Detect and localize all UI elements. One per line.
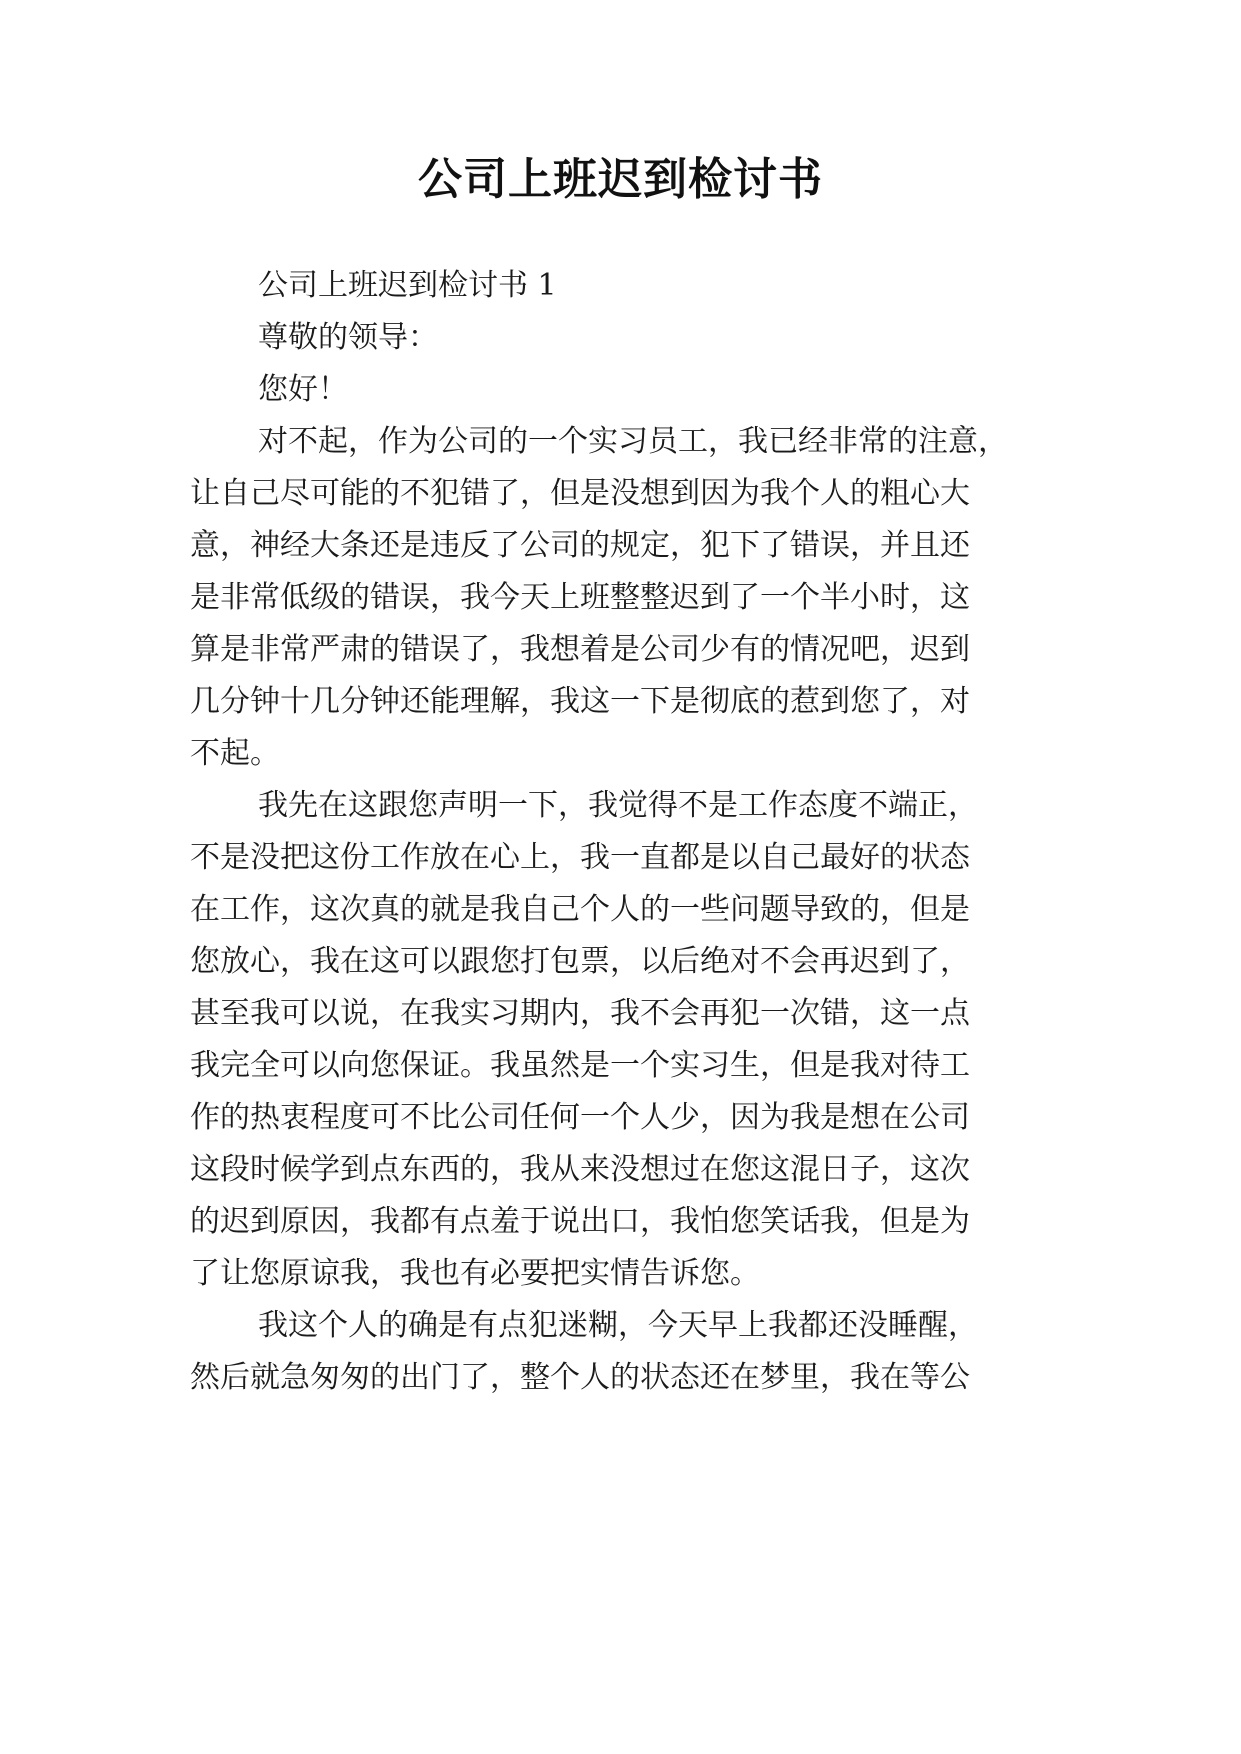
paragraph-line: 然后就急匆匆的出门了，整个人的状态还在梦里，我在等公: [190, 1360, 970, 1395]
paragraph-line: 对不起，作为公司的一个实习员工，我已经非常的注意，: [258, 424, 1008, 459]
paragraph-line: 了让您原谅我，我也有必要把实情告诉您。: [190, 1256, 760, 1291]
paragraph-line: 让自己尽可能的不犯错了，但是没想到因为我个人的粗心大: [190, 476, 970, 511]
paragraph-line: 在工作，这次真的就是我自己个人的一些问题导致的，但是: [190, 892, 970, 927]
paragraph-line: 作的热衷程度可不比公司任何一个人少，因为我是想在公司: [190, 1100, 970, 1135]
paragraph-line: 甚至我可以说，在我实习期内，我不会再犯一次错，这一点: [190, 996, 970, 1031]
paragraph-line: 是非常低级的错误，我今天上班整整迟到了一个半小时，这: [190, 580, 970, 615]
paragraph-line: 这段时候学到点东西的，我从来没想过在您这混日子，这次: [190, 1152, 970, 1187]
paragraph-line: 意，神经大条还是违反了公司的规定，犯下了错误，并且还: [190, 528, 970, 563]
paragraph-line: 我完全可以向您保证。我虽然是一个实习生，但是我对待工: [190, 1048, 970, 1083]
paragraph-line: 几分钟十几分钟还能理解，我这一下是彻底的惹到您了，对: [190, 684, 970, 719]
document-title: 公司上班迟到检讨书: [418, 154, 823, 205]
greeting: 您好！: [258, 372, 348, 407]
paragraph-line: 不是没把这份工作放在心上，我一直都是以自己最好的状态: [190, 840, 970, 875]
paragraph-line: 不起。: [190, 736, 280, 771]
paragraph-line: 的迟到原因，我都有点羞于说出口，我怕您笑话我，但是为: [190, 1204, 970, 1239]
paragraph-line: 算是非常严肃的错误了，我想着是公司少有的情况吧，迟到: [190, 632, 970, 667]
section-heading: 公司上班迟到检讨书 1: [258, 268, 557, 303]
paragraph-line: 您放心，我在这可以跟您打包票，以后绝对不会再迟到了，: [190, 944, 970, 979]
paragraph-line: 我这个人的确是有点犯迷糊，今天早上我都还没睡醒，: [258, 1308, 978, 1343]
paragraph-line: 我先在这跟您声明一下，我觉得不是工作态度不端正，: [258, 788, 978, 823]
salutation: 尊敬的领导：: [258, 320, 438, 355]
